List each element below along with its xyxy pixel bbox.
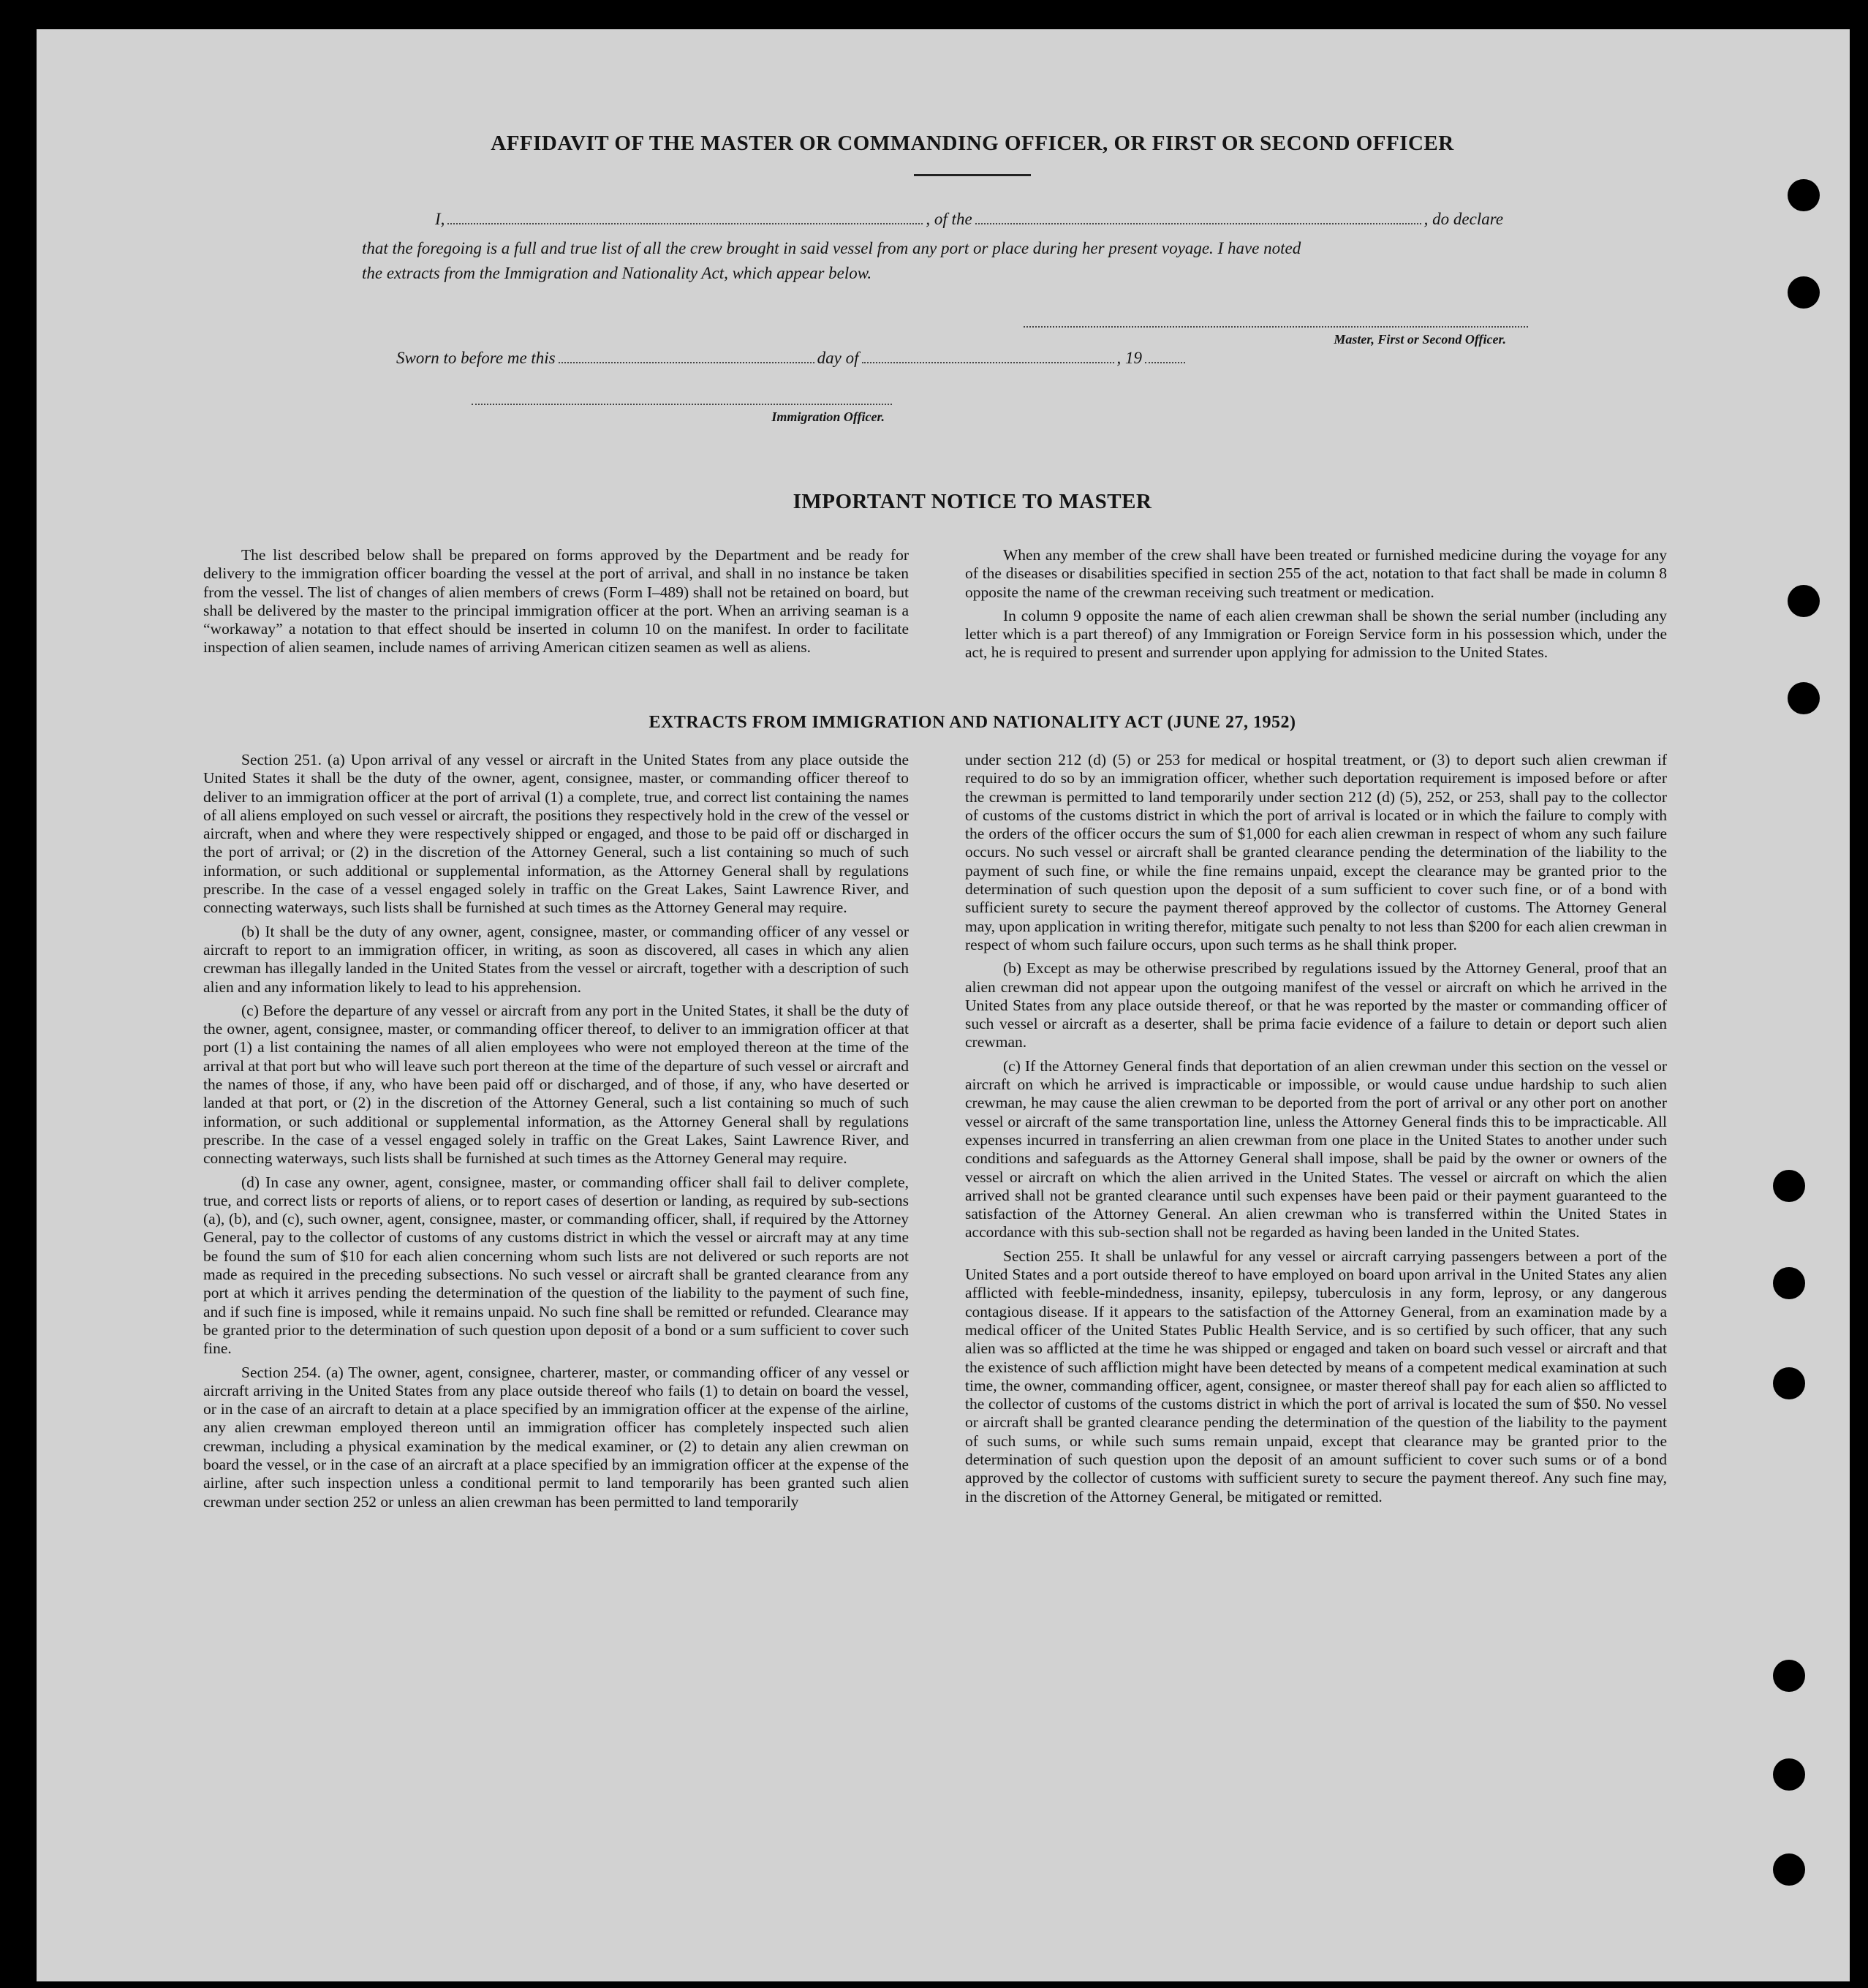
punch-hole <box>1788 179 1820 211</box>
notice-paragraph: When any member of the crew shall have been treated or furnished medicine during the voyage for any of the diseases or disabilities specified in section 255 of the act, notation to that fact shall be made in column 8 opposite the name of the crewman receiving such treatment or medication. <box>965 546 1667 601</box>
statute-paragraph: Section 254. (a) The owner, agent, consignee, charterer, master, or commanding officer of any vessel or aircraft arriving in the United States from any place outside thereof who fails (1) to detain on board the vessel, or in the case of an aircraft to detain at a place specified by an immigration officer at the expense of the airline, any alien crewman employed thereon until an immigration officer has completely inspected such alien crewman, including a physical examination by the medical examiner, or (2) to detain any alien crewman on board the vessel, or in the case of an aircraft at a place specified by an immigration officer at the expense of the airline, after such inspection unless a conditional permit to land temporarily has been granted such alien crewman under section 252 or unless an alien crewman has been permitted to land temporarily <box>203 1363 909 1511</box>
punch-hole <box>1773 1367 1805 1399</box>
notice-left-column <box>203 546 909 657</box>
title-rule <box>914 174 1031 176</box>
year-blank[interactable] <box>1145 346 1185 363</box>
punch-hole <box>1773 1660 1805 1692</box>
declarant-label: I, <box>435 210 445 228</box>
officer-signature-line[interactable] <box>472 404 892 405</box>
sworn-month-blank[interactable] <box>862 346 1114 363</box>
officer-caption: Immigration Officer. <box>771 409 885 424</box>
punch-hole <box>1773 1758 1805 1791</box>
statute-paragraph: (c) If the Attorney General finds that deportation of an alien crewman under this section on the vessel or aircraft on which he arrived is impracticable or impossible, or would cause undue hardship to such alien crewman, he may cause the alien crewman to be deported from the port of arrival or any other port on another vessel or aircraft of the same transportation line, unless the Attorney General finds this to be impracticable. All expenses incurred in transferring an alien crewman from one place in the United States to another under such conditions and safeguards as the Attorney General shall impose, shall be paid by the owner or owners of the vessel or aircraft on which the alien arrived in the United States. The vessel or aircraft on which the alien arrived shall not be granted clearance until such expenses have been paid or their payment guaranteed to the satisfaction of the Attorney General. An alien crewman who is transferred within the United States in accordance with this sub-section shall not be regarded as having been landed in the United States. <box>965 1057 1667 1241</box>
statute-paragraph: Section 251. (a) Upon arrival of any vessel or aircraft in the United States from any place outside the United States it shall be the duty of the owner, agent, consignee, master, or commanding officer thereof to deliver to an immigration officer at the port of arrival (1) a complete, true, and correct list containing the names of all aliens employed on such vessel or aircraft, the positions they respectively hold in the crew of the vessel or aircraft, when and where they were respectively shipped or engaged, and those to be paid off or discharged in the port of arrival; or (2) in the discretion of the Attorney General, such a list containing so much of such information, or such additional or supplemental information, as the Attorney General shall by regulations prescribe. In the case of a vessel engaged solely in traffic on the Great Lakes, Saint Lawrence River, and connecting waterways, such lists shall be furnished at such times as the Attorney General may require. <box>203 751 909 917</box>
sworn-line <box>396 344 1188 373</box>
day-of-label: day of <box>817 349 859 367</box>
year-label: , 19 <box>1116 349 1142 367</box>
punch-hole <box>1773 1267 1805 1299</box>
statute-paragraph: under section 212 (d) (5) or 253 for medical or hospital treatment, or (3) to deport such alien crewman if required to do so by an immigration officer, whether such deportation requirement is imposed before or after the crewman is permitted to land temporarily under section 212 (d) (5), 252, or 253, shall pay to the collector of customs of the customs district in which the port of arrival is located or in which the failure to comply with the orders of the officer occurs the sum of $1,000 for each alien crewman in respect of whom any such failure occurs. No such vessel or aircraft shall be granted clearance pending the determination of the liability to the payment of such fine, or while the fine remains unpaid, except the clearance may be granted prior to the determination of such question upon the deposit of a sum sufficient to cover such fine, or of a bond with sufficient surety to secure the payment thereof approved by the collector of customs. The Attorney General may, upon application in writing therefor, mitigate such penalty to not less than $200 for each alien crewman in respect of whom such failure occurs, upon such terms as he shall think proper. <box>965 751 1667 953</box>
master-caption: Master, First or Second Officer. <box>1334 332 1506 347</box>
punch-hole <box>1773 1853 1805 1886</box>
statute-paragraph: Section 255. It shall be unlawful for any vessel or aircraft carrying passengers between a port of the United States and a port outside thereof to have employed on board upon arrival in the United States any alien afflicted with feeble-mindedness, insanity, epilepsy, tuberculosis in any form, leprosy, or any dangerous contagious disease. If it appears to the satisfaction of the Attorney General, from an examination made by a medical officer of the United States Public Health Service, and is so certified by such officer, that any such alien was so afflicted at the time he was shipped or engaged and taken on board such vessel or aircraft and that the existence of such affliction might have been detected by means of a competent medical examination at such time, the owner, commanding officer, agent, consignee, or master thereof shall pay for each alien so afflicted to the collector of customs of the customs district in which the port of arrival is located the sum of $50. No vessel or aircraft shall be granted clearance pending the determination of the question of the liability to the payment of such sums, or while such sums remain unpaid, except that clearance may be granted prior to the determination of such question upon the deposit of an amount sufficient to cover such sums or of a bond approved by the collector of customs with sufficient surety to secure the payment thereof. Any such fine may, in the discretion of the Attorney General, be mitigated or remitted. <box>965 1247 1667 1505</box>
extracts-left-column <box>203 751 909 1511</box>
vessel-name-blank[interactable] <box>975 207 1421 224</box>
document-page <box>37 29 1850 1981</box>
punch-hole <box>1773 1170 1805 1202</box>
punch-hole <box>1788 585 1820 617</box>
punch-hole <box>1788 276 1820 309</box>
notice-paragraph: The list described below shall be prepared on forms approved by the Department and be ready for delivery to the immigration officer boarding the vessel at the port of arrival, and shall in no instance be taken from the vessel. The list of changes of alien members of crews (Form I–489) shall not be retained on board, but shall be delivered by the master to the principal immigration officer at the port. When an arriving seaman is a “workaway” a notation to that effect should be inserted in column 10 on the manifest. In order to facilitate inspection of alien seamen, include names of arriving American citizen seamen as well as aliens. <box>203 546 909 657</box>
declare-label: , do declare <box>1423 210 1504 228</box>
declarant-name-blank[interactable] <box>447 207 923 224</box>
statute-paragraph: (d) In case any owner, agent, consignee, master, or commanding officer shall fail to deliver complete, true, and correct lists or reports of aliens, or to report cases of desertion or landing, as required by sub-sections (a), (b), and (c), such owner, agent, consignee, master, or commanding officer, shall, if required by the Attorney General, pay to the collector of customs of any customs district in which the vessel or aircraft may at any time be found the sum of $10 for each alien concerning whom such lists are not delivered or such reports are not made as required in the preceding subsections. No such vessel or aircraft shall be granted clearance from any port at which it arrives pending the determination of the question of the liability to the payment of such fine, and if such fine is imposed, while it remains unpaid. No such fine shall be remitted or refunded. Clearance may be granted prior to the determination of such question upon deposit of a bond or a sum sufficient to cover such fine. <box>203 1173 909 1358</box>
notice-paragraph: In column 9 opposite the name of each alien crewman shall be shown the serial number (including any letter which is a part thereof) of any Immigration or Foreign Service form in his possession which, under the act, he is required to present and surrender upon applying for admission to the United States. <box>965 606 1667 662</box>
of-the-label: , of the <box>926 210 972 228</box>
notice-title: IMPORTANT NOTICE TO MASTER <box>793 490 1152 513</box>
punch-hole <box>1788 682 1820 714</box>
sworn-day-blank[interactable] <box>559 346 814 363</box>
statute-paragraph: (c) Before the departure of any vessel or aircraft from any port in the United States, it shall be the duty of the owner, agent, consignee, master, or commanding officer thereof, to deliver to an immigration officer at that port (1) a list containing the names of all alien employees who were not employed thereon at the time of the arrival at that port but who will leave such port thereon at the time of the departure of such vessel or aircraft and the names of those, if any, who have been paid off or discharged, and of those, if any, who have deserted or landed at that port, or (2) in the discretion of the Attorney General, such a list containing so much of such information, or such additional or supplemental information, as the Attorney General shall by regulations prescribe. In the case of a vessel engaged solely in traffic on the Great Lakes, Saint Lawrence River, and connecting waterways, such lists shall be furnished at such times as the Attorney General may require. <box>203 1001 909 1168</box>
affidavit-line-2: that the foregoing is a full and true list of all the crew brought in said vessel from any port or place during her present voyage. I have noted <box>362 239 1301 257</box>
master-signature-line[interactable] <box>1024 326 1528 328</box>
sworn-label: Sworn to before me this <box>396 349 556 367</box>
extracts-right-column <box>965 751 1667 1506</box>
statute-paragraph: (b) It shall be the duty of any owner, agent, consignee, master, or commanding officer of any vessel or aircraft to report to an immigration officer, in writing, as soon as discovered, all cases in which any alien crewman has illegally landed in the United States from the vessel or aircraft, together with a description of such alien and any information likely to lead to his apprehension. <box>203 922 909 996</box>
affidavit-title: AFFIDAVIT OF THE MASTER OR COMMANDING OFFICER, OR FIRST OR SECOND OFFICER <box>491 132 1454 155</box>
affidavit-line-3: the extracts from the Immigration and Nationality Act, which appear below. <box>362 264 872 282</box>
affidavit-line-1 <box>435 205 1503 234</box>
extracts-title: EXTRACTS FROM IMMIGRATION AND NATIONALITY ACT (JUNE 27, 1952) <box>648 713 1296 732</box>
statute-paragraph: (b) Except as may be otherwise prescribed by regulations issued by the Attorney General, proof that an alien crewman did not appear upon the outgoing manifest of the vessel or aircraft on which he arrived in the United States from any place outside thereof, or that he was reported by the master or commanding officer of such vessel or aircraft as a deserter, shall be prima facie evidence of a failure to detain or deport such alien crewman. <box>965 959 1667 1051</box>
notice-right-column <box>965 546 1667 662</box>
